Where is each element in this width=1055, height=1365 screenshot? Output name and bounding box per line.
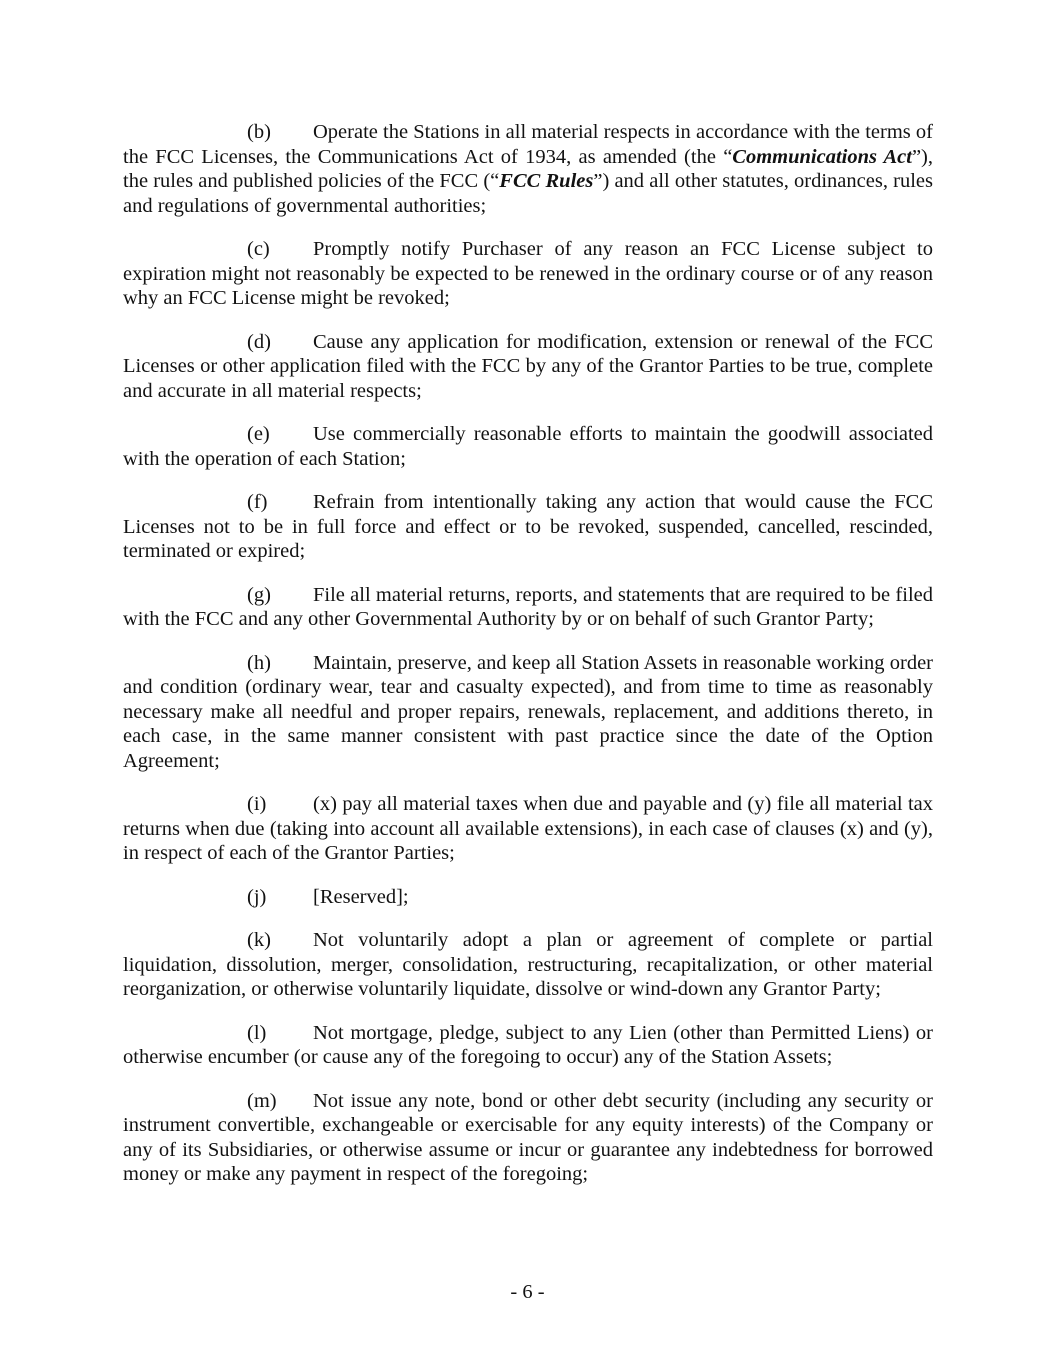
paragraph-text: Operate the Stations in all material respects in accordance with the terms of the FCC Licenses, the Communications Act of 1934, as amended (the “ [123,121,933,168]
paragraph-label: (c) [247,238,270,260]
term-fcc-rules: FCC Rules [499,170,594,192]
paragraph-text: Use commercially reasonable efforts to maintain the goodwill associated with the operation of each Station; [123,423,933,470]
paragraph-text: [Reserved]; [313,885,409,908]
paragraph-label: (m) [247,1089,277,1112]
paragraph-text: ”) and all other statutes, ordinances, rules and regulations of governmental authorities; [123,170,933,217]
paragraph-f [123,490,933,564]
paragraph-h [123,651,933,774]
paragraph-label: (h) [247,651,271,674]
paragraph-b [123,120,933,218]
paragraph-l [123,1021,933,1070]
paragraph-label: (g) [247,583,271,606]
term-communications-act: Communications Act [732,145,912,168]
document-content [123,120,933,1206]
paragraph-i [123,792,933,866]
paragraph-label: (e) [247,423,270,445]
paragraph-text: File all material returns, reports, and statements that are required to be filed with the FCC and any other Governmental Authority by or on behalf of such Grantor Party; [123,583,933,630]
paragraph-text: Refrain from intentionally taking any action that would cause the FCC Licenses not to be in full force and effect or to be revoked, suspended, cancelled, rescinded, terminated or expired; [123,491,933,562]
paragraph-label: (b) [247,121,271,143]
paragraph-text: Not voluntarily adopt a plan or agreement of complete or partial liquidation, dissolution, merger, consolidation, restructuring, recapitalization, or other material reorganization, or otherwise voluntarily liquidate, dissolve or wind-down any Grantor Party; [123,929,933,1000]
paragraph-text: (x) pay all material taxes when due and payable and (y) file all material tax returns when due (taking into account all available extensions), in each case of clauses (x) and (y), in respect of each of the Grantor Parties; [123,793,933,864]
paragraph-j [123,885,933,910]
paragraph-label: (f) [247,491,268,513]
paragraph-k [123,928,933,1002]
paragraph-label: (d) [247,330,271,353]
paragraph-text: Cause any application for modification, extension or renewal of the FCC Licenses or other application filed with the FCC by any of the Grantor Parties to be true, complete and accurate in all material respects; [123,330,933,402]
paragraph-e [123,422,933,471]
paragraph-label: (l) [247,1021,267,1044]
paragraph-c [123,237,933,311]
paragraph-label: (k) [247,929,271,951]
page-number: - 6 - [510,1281,545,1303]
paragraph-text: Not mortgage, pledge, subject to any Lien (other than Permitted Liens) or otherwise encumber (or cause any of the foregoing to occur) any of the Station Assets; [123,1021,933,1068]
paragraph-text: Not issue any note, bond or other debt security (including any security or instrument convertible, exchangeable or exercisable for any equity interests) of the Company or any of its Subsidiaries, or otherwise assume or incur or guarantee any indebtedness for borrowed money or make any payment in respect of the foregoing; [123,1089,933,1185]
paragraph-label: (i) [247,793,267,815]
paragraph-d [123,330,933,404]
paragraph-text: Maintain, preserve, and keep all Station Assets in reasonable working order and condition (ordinary wear, tear and casualty expected), and from time to time as reasonably necessary make all needful and proper repairs, renewals, replacement, and additions thereto, in each case, in the same manner consistent with past practice since the date of the Option Agreement; [123,651,933,772]
paragraph-text: ”), the rules and published policies of the FCC (“ [123,145,934,192]
paragraph-g [123,583,933,632]
paragraph-m [123,1089,933,1187]
paragraph-text: Promptly notify Purchaser of any reason an FCC License subject to expiration might not reasonably be expected to be renewed in the ordinary course or of any reason why an FCC License might be revoked; [123,238,933,309]
paragraph-label: (j) [247,885,267,908]
